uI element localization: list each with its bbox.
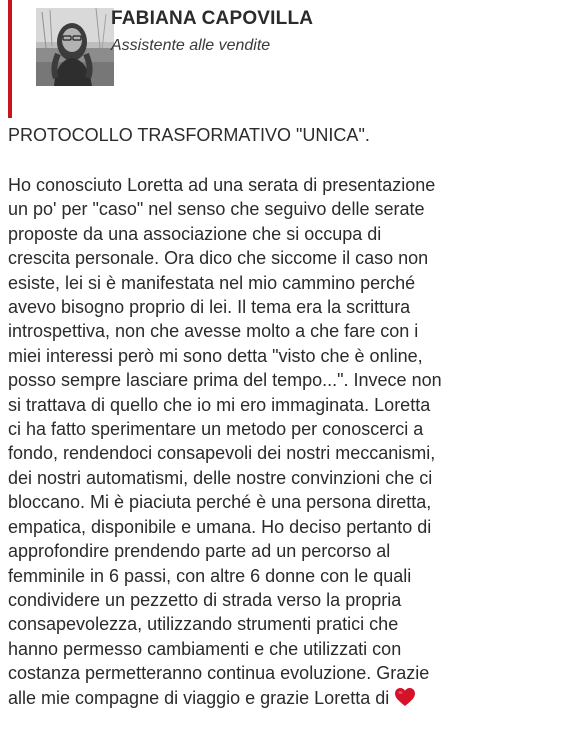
body-line: si trattava di quello che io mi ero immaginata. Loretta [8, 394, 431, 415]
body-line: bloccano. Mi è piaciuta perché è una persona diretta, [8, 492, 432, 513]
body-line: introspettiva, non che avesse molto a che fare con i [8, 321, 419, 342]
body-line: condividere un pezzetto di strada verso la propria [8, 589, 402, 610]
body-line: crescita personale. Ora dico che siccome il caso non [8, 248, 429, 269]
body-line-last [8, 686, 568, 713]
portrait-photo-icon [36, 8, 114, 86]
body-line: proposte da una associazione che si occupa di [8, 223, 382, 244]
body-line: empatica, disponibile e umana. Ho deciso pertanto di [8, 516, 432, 537]
body-line: miei interessi però mi sono detta "visto che è online, [8, 345, 423, 366]
body-line: hanno permesso cambiamenti e che utilizzati con [8, 638, 402, 659]
body-line: femminile in 6 passi, con altre 6 donne con le quali [8, 565, 412, 586]
red-heart-icon [395, 688, 415, 713]
avatar [36, 8, 114, 86]
body-line: posso sempre lasciare prima del tempo...". Invece non [8, 370, 442, 391]
body-line: esiste, lei si è manifestata nel mio cammino perché [8, 272, 416, 293]
author-role: Assistente alle vendite [111, 37, 271, 54]
body-line: dei nostri automatismi, delle nostre convinzioni che ci [8, 467, 433, 488]
body-line: un po' per "caso" nel senso che seguivo delle serate [8, 199, 425, 220]
body-line-last-text: alle mie compagne di viaggio e grazie Loretta di [8, 687, 390, 708]
body-line: costanza permetteranno continua evoluzione. Grazie [8, 663, 430, 684]
author-header [8, 0, 568, 118]
body-line: avevo bisogno proprio di lei. Il tema era la scrittura [8, 297, 411, 318]
body-line: fondo, rendendoci consapevoli dei nostri meccanismi, [8, 443, 436, 464]
testimonial-body [8, 173, 568, 713]
body-line: ci ha fatto sperimentare un metodo per conoscerci a [8, 419, 424, 440]
accent-bar [8, 0, 12, 118]
testimonial-title: PROTOCOLLO TRASFORMATIVO "UNICA". [8, 125, 370, 145]
body-line: Ho conosciuto Loretta ad una serata di presentazione [8, 175, 436, 195]
body-line: approfondire prendendo parte ad un percorso al [8, 541, 391, 562]
author-name: FABIANA CAPOVILLA [111, 8, 314, 29]
body-line: consapevolezza, utilizzando strumenti pratici che [8, 614, 399, 635]
